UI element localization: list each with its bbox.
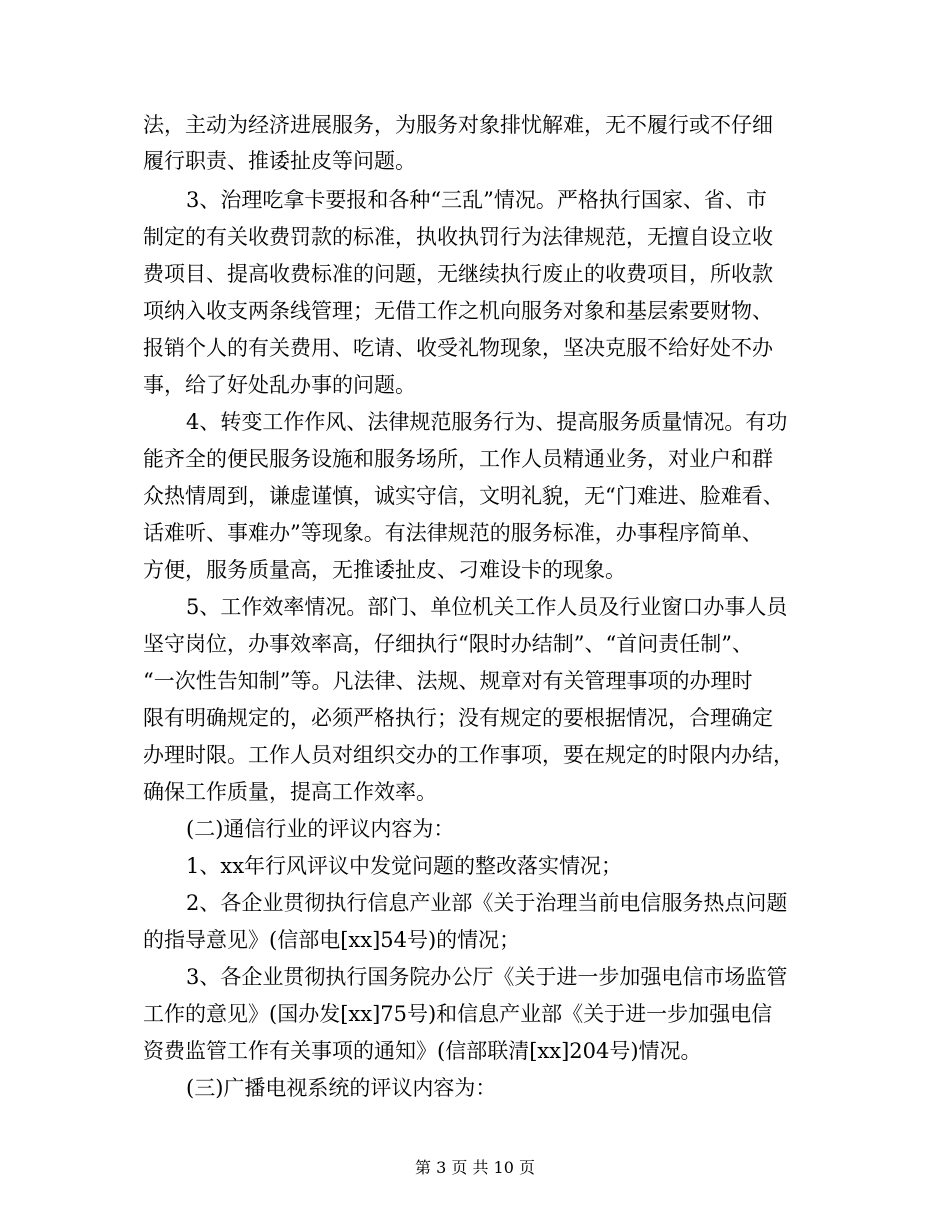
text-line: 能齐全的便民服务设施和服务场所，工作人员精通业务，对业户和群: [143, 447, 773, 471]
paragraph-start-line: 2、各企业贯彻执行信息产业部《关于治理当前电信服务热点问题: [186, 891, 788, 915]
text-line: 方便，服务质量高，无推诿扯皮、刁难设卡的现象。: [143, 558, 626, 582]
paragraph-start-line: 3、各企业贯彻执行国务院办公厅《关于进一步加强电信市场监管: [186, 965, 788, 989]
text-line: 法，主动为经济进展服务，为服务对象排忧解难，无不履行或不仔细: [143, 113, 773, 137]
text-line: 确保工作质量，提高工作效率。: [143, 780, 437, 804]
text-line: 众热情周到，谦虚谨慎，诚实守信，文明礼貌，无“门难进、脸难看、: [143, 484, 784, 508]
text-line: 制定的有关收费罚款的标准，执收执罚行为法律规范，无擅自设立收: [143, 225, 773, 249]
section-heading-line: (三)广播电视系统的评议内容为：: [186, 1076, 497, 1100]
text-line: 资费监管工作有关事项的通知》(信部联清[xx]204号)情况。: [143, 1039, 702, 1063]
text-line: 工作的意见》(国办发[xx]75号)和信息产业部《关于进一步加强电信: [143, 1002, 773, 1026]
text-line: 项纳入收支两条线管理；无借工作之机向服务对象和基层索要财物、: [143, 299, 773, 323]
text-line: 办理时限。工作人员对组织交办的工作事项，要在规定的时限内办结，: [143, 743, 794, 767]
paragraph-start-line: 5、工作效率情况。部门、单位机关工作人员及行业窗口办事人员: [186, 595, 788, 619]
text-line: 事，给了好处乱办事的问题。: [143, 373, 416, 397]
text-line: 限有明确规定的，必须严格执行；没有规定的要根据情况，合理确定: [143, 706, 773, 730]
text-line: 费项目、提高收费标准的问题，无继续执行废止的收费项目，所收款: [143, 262, 773, 286]
paragraph-start-line: 4、转变工作作风、法律规范服务行为、提高服务质量情况。有功: [186, 410, 788, 434]
text-line: 报销个人的有关费用、吃请、收受礼物现象，坚决克服不给好处不办: [143, 336, 773, 360]
page-number-footer: 第 3 页 共 10 页: [415, 1158, 535, 1177]
text-line: 话难听、事难办”等现象。有法律规范的服务标准，办事程序简单、: [143, 521, 763, 545]
text-line: “一次性告知制”等。凡法律、法规、规章对有关管理事项的办理时: [143, 669, 753, 693]
paragraph-start-line: 3、治理吃拿卡要报和各种“三乱”情况。严格执行国家、省、市: [186, 188, 767, 212]
text-line: 的指导意见》(信部电[xx]54号)的情况；: [143, 928, 521, 952]
section-heading-line: (二)通信行业的评议内容为：: [186, 817, 455, 841]
paragraph-start-line: 1、xx年行风评议中发觉问题的整改落实情况；: [186, 854, 623, 878]
text-line: 履行职责、推诿扯皮等问题。: [143, 149, 416, 173]
text-line: 坚守岗位，办事效率高，仔细执行“限时办结制”、“首问责任制”、: [143, 632, 753, 656]
